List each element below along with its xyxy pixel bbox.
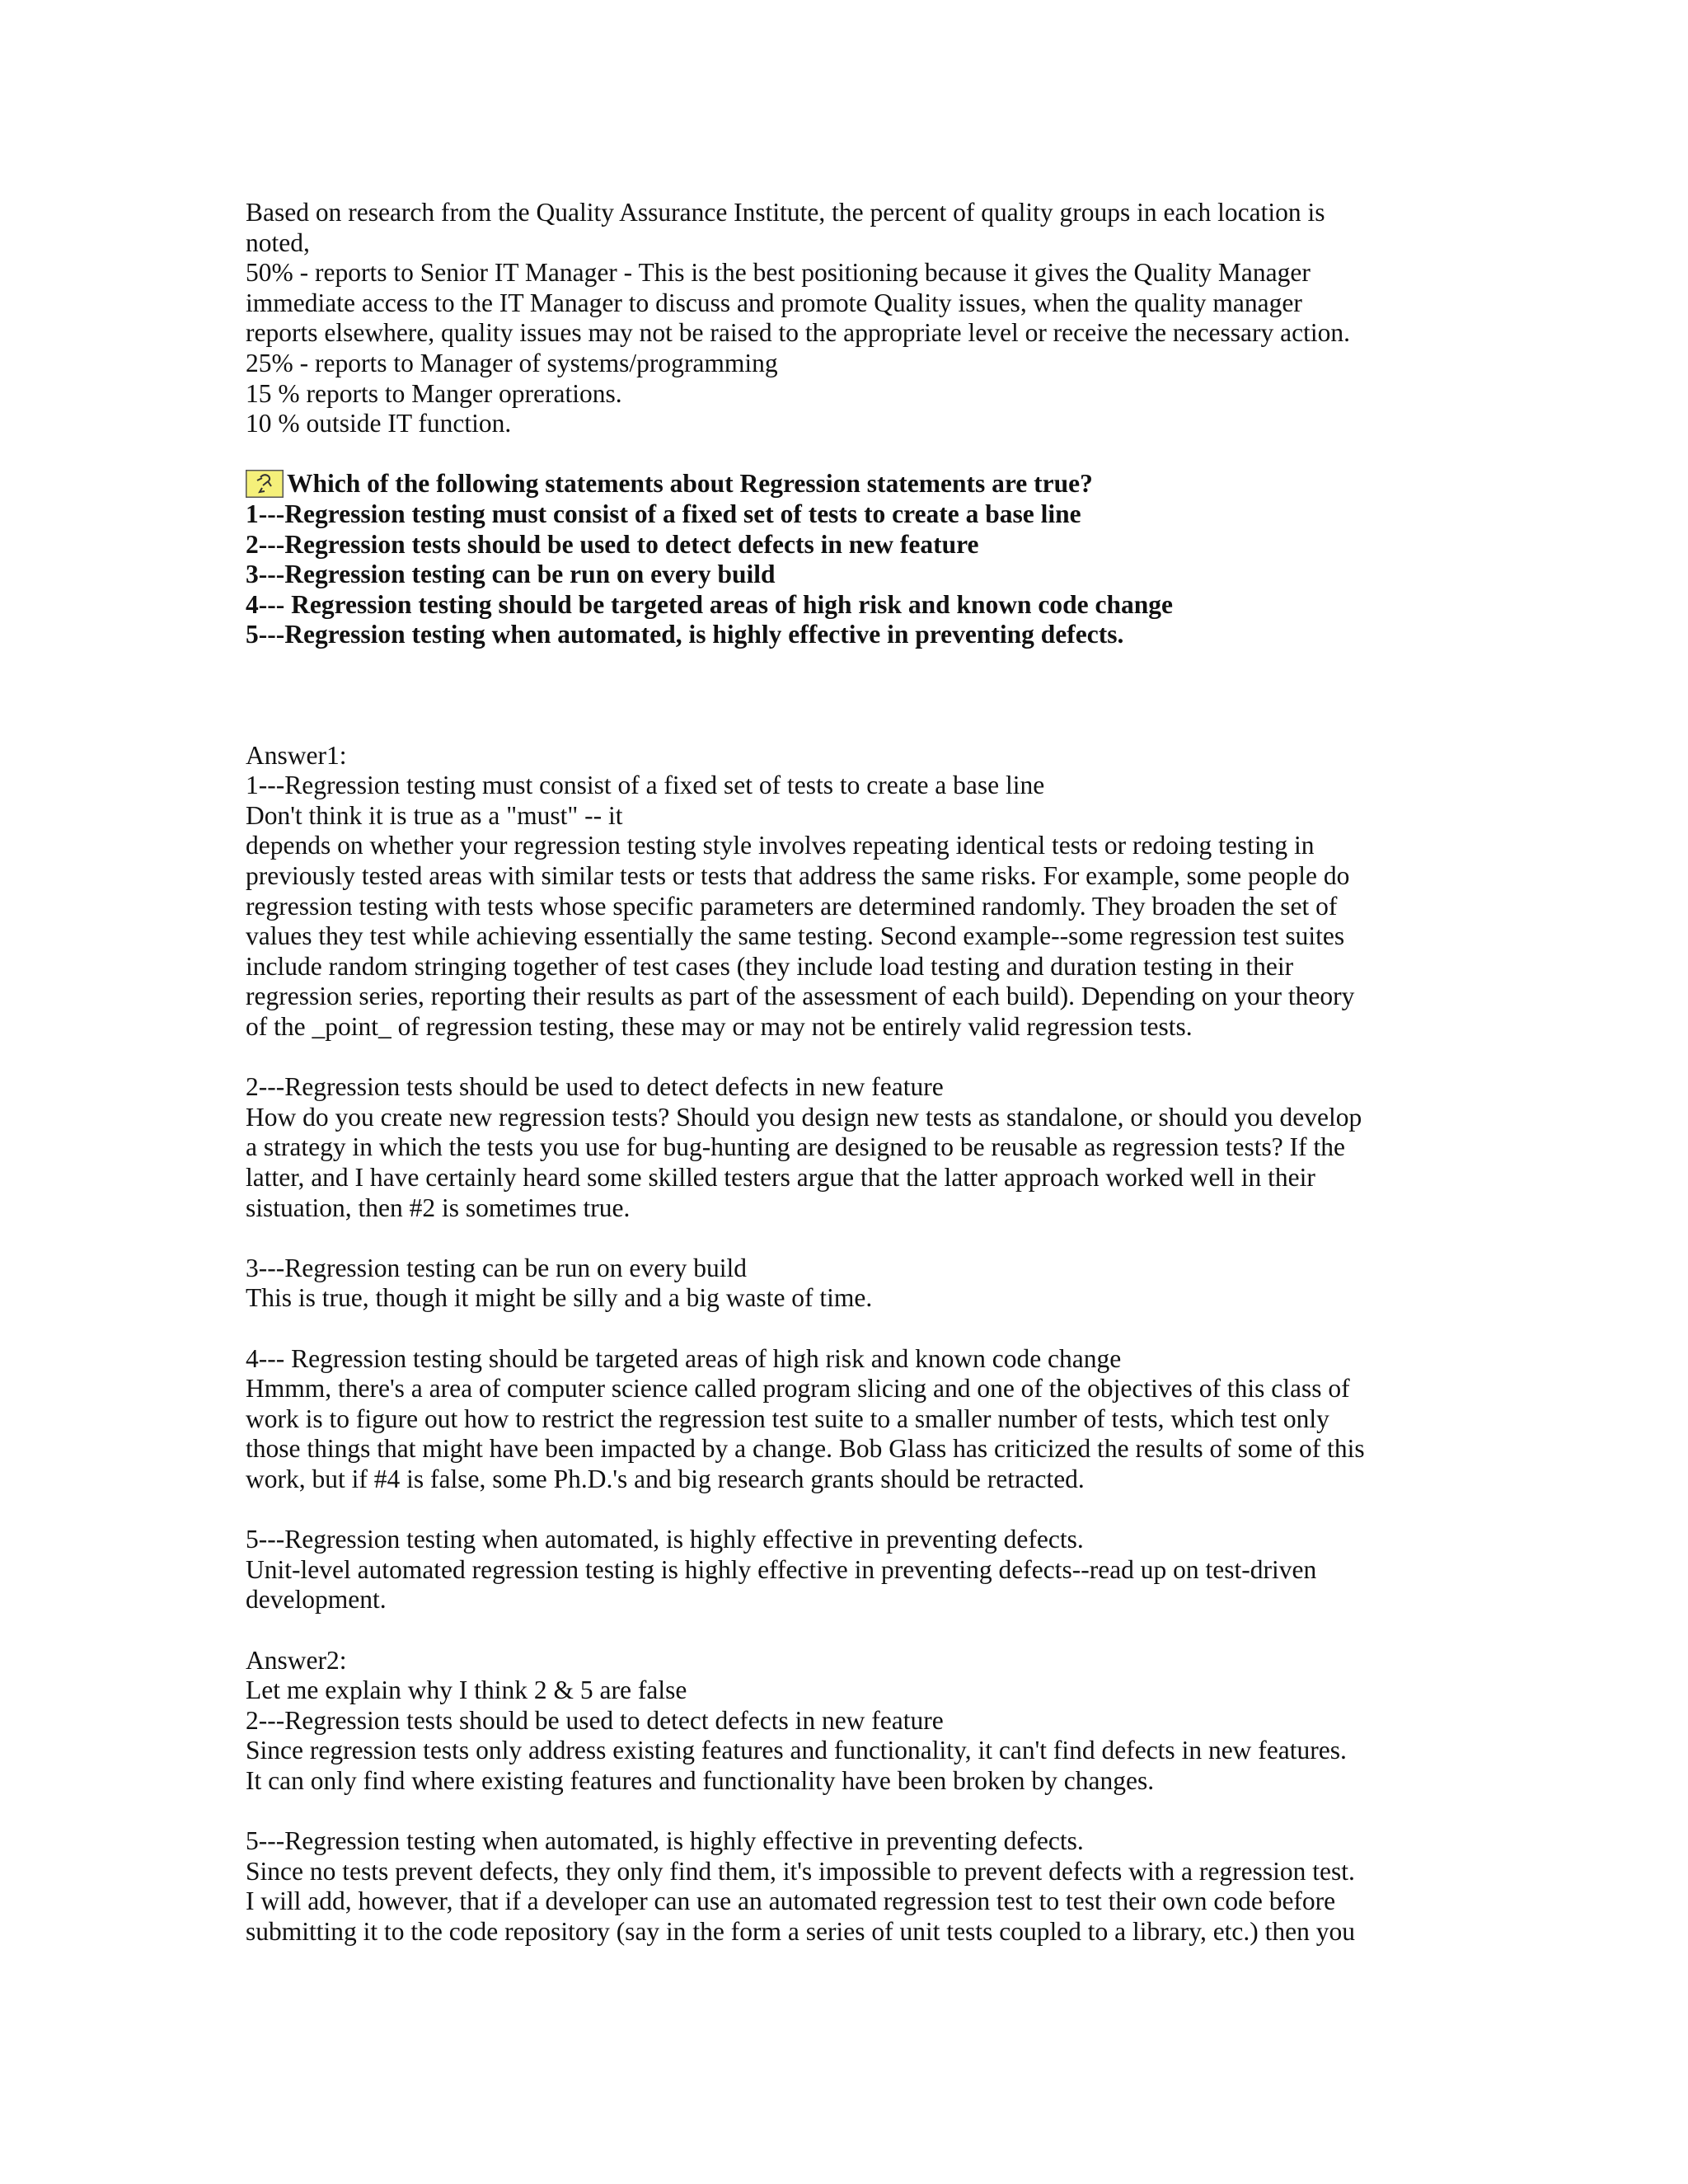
spacer — [246, 1223, 1457, 1254]
question-option: 5---Regression testing when automated, is highly effective in preventing defects. — [246, 620, 1124, 649]
spacer — [246, 1796, 1457, 1826]
text-line: of the _point_ of regression testing, these may or may not be entirely valid regression tests. — [246, 1012, 1193, 1042]
text-line: depends on whether your regression testing style involves repeating identical tests or redoing testing in — [246, 831, 1315, 860]
text-line: submitting it to the code repository (say in the form a series of unit tests coupled to a library, etc.) then you — [246, 1916, 1356, 1946]
spacer — [246, 650, 1457, 710]
spacer — [246, 1615, 1457, 1646]
text-line: previously tested areas with similar tests or tests that address the same risks. For example, some people do — [246, 861, 1350, 891]
text-line: I will add, however, that if a developer can use an automated regression test to test their own code before — [246, 1886, 1336, 1916]
text-line: 5---Regression testing when automated, is highly effective in preventing defects. — [246, 1525, 1084, 1554]
text-line: Hmmm, there's a area of computer science called program slicing and one of the objectives of this class of — [246, 1374, 1350, 1404]
text-line: regression testing with tests whose specific parameters are determined randomly. They broaden the set of — [246, 891, 1338, 921]
text-line: noted, — [246, 227, 310, 257]
text-line: 3---Regression testing can be run on every build — [246, 1253, 747, 1282]
text-line: development. — [246, 1585, 387, 1615]
document-page — [246, 198, 1457, 1947]
text-line: How do you create new regression tests? Should you design new tests as standalone, or should you develop — [246, 1102, 1362, 1132]
text-line: This is true, though it might be silly and a big waste of time. — [246, 1283, 873, 1313]
answer-label: Answer1: — [246, 740, 347, 770]
question-option: 2---Regression tests should be used to detect defects in new feature — [246, 529, 979, 559]
text-line: 15 % reports to Manger oprerations. — [246, 378, 622, 408]
text-line: 2---Regression tests should be used to detect defects in new feature — [246, 1072, 944, 1102]
text-line: a strategy in which the tests you use for bug-hunting are designed to be reusable as regression tests? If the — [246, 1132, 1345, 1162]
answer-paragraph — [246, 1072, 1457, 1223]
question-title-row — [246, 469, 1457, 499]
text-line: regression series, reporting their results as part of the assessment of each build). Depending on your theory — [246, 982, 1355, 1011]
text-line: include random stringing together of test cases (they include load testing and duration testing in their — [246, 951, 1294, 981]
text-line: Let me explain why I think 2 & 5 are false — [246, 1675, 687, 1705]
text-line: Don't think it is true as a "must" -- it — [246, 800, 623, 830]
spacer — [246, 1043, 1457, 1073]
answer-label: Answer2: — [246, 1645, 347, 1675]
question-option: 1---Regression testing must consist of a fixed set of tests to create a base line — [246, 499, 1081, 528]
question-section — [246, 469, 1457, 650]
text-line: It can only find where existing features and functionality have been broken by changes. — [246, 1765, 1155, 1795]
answer-paragraph — [246, 1675, 1457, 1796]
question-title: Which of the following statements about Regression statements are true? — [287, 469, 1093, 499]
text-line: those things that might have been impacted by a change. Bob Glass has criticized the results of some of this — [246, 1434, 1365, 1464]
spacer — [246, 439, 1457, 470]
question-option: 3---Regression testing can be run on every build — [246, 560, 776, 589]
text-line: Since regression tests only address existing features and functionality, it can't find defects in new features. — [246, 1736, 1347, 1765]
text-line: reports elsewhere, quality issues may not be raised to the appropriate level or receive the necessary action. — [246, 318, 1350, 348]
answer-paragraph — [246, 1826, 1457, 1947]
text-line: work is to figure out how to restrict the regression test suite to a smaller number of tests, which test only — [246, 1404, 1329, 1433]
answer1-section — [246, 741, 1457, 1615]
question-option: 4--- Regression testing should be targeted areas of high risk and known code change — [246, 589, 1174, 619]
question-note-icon-graphic — [246, 470, 284, 498]
intro-section — [246, 198, 1457, 439]
spacer — [246, 1495, 1457, 1526]
text-line: 50% - reports to Senior IT Manager - This is the best positioning because it gives the Quality Manager — [246, 258, 1311, 288]
text-line: latter, and I have certainly heard some skilled testers argue that the latter approach worked well in their — [246, 1163, 1315, 1192]
text-line: 10 % outside IT function. — [246, 409, 512, 438]
text-line: Unit-level automated regression testing is highly effective in preventing defects--read up on test-driven — [246, 1554, 1317, 1584]
answer-paragraph — [246, 771, 1457, 1042]
text-line: 1---Regression testing must consist of a fixed set of tests to create a base line — [246, 771, 1045, 800]
answer2-section — [246, 1646, 1457, 1947]
question-note-icon[interactable] — [246, 470, 284, 498]
text-line: Based on research from the Quality Assurance Institute, the percent of quality groups in each location is — [246, 198, 1325, 227]
spacer — [246, 710, 1457, 741]
answer-paragraph — [246, 1525, 1457, 1615]
text-line: 25% - reports to Manager of systems/programming — [246, 348, 778, 377]
answer-paragraph — [246, 1344, 1457, 1495]
text-line: 2---Regression tests should be used to detect defects in new feature — [246, 1705, 944, 1735]
text-line: 5---Regression testing when automated, is highly effective in preventing defects. — [246, 1826, 1084, 1856]
text-line: values they test while achieving essentially the same testing. Second example--some regression test suites — [246, 921, 1345, 951]
text-line: 4--- Regression testing should be targeted areas of high risk and known code change — [246, 1343, 1122, 1373]
spacer — [246, 1314, 1457, 1344]
text-line: sistuation, then #2 is sometimes true. — [246, 1193, 631, 1222]
text-line: immediate access to the IT Manager to discuss and promote Quality issues, when the quality manager — [246, 288, 1302, 317]
text-line: work, but if #4 is false, some Ph.D.'s and big research grants should be retracted. — [246, 1464, 1085, 1493]
text-line: Since no tests prevent defects, they only find them, it's impossible to prevent defects with a regression test. — [246, 1856, 1355, 1886]
answer-paragraph — [246, 1254, 1457, 1314]
